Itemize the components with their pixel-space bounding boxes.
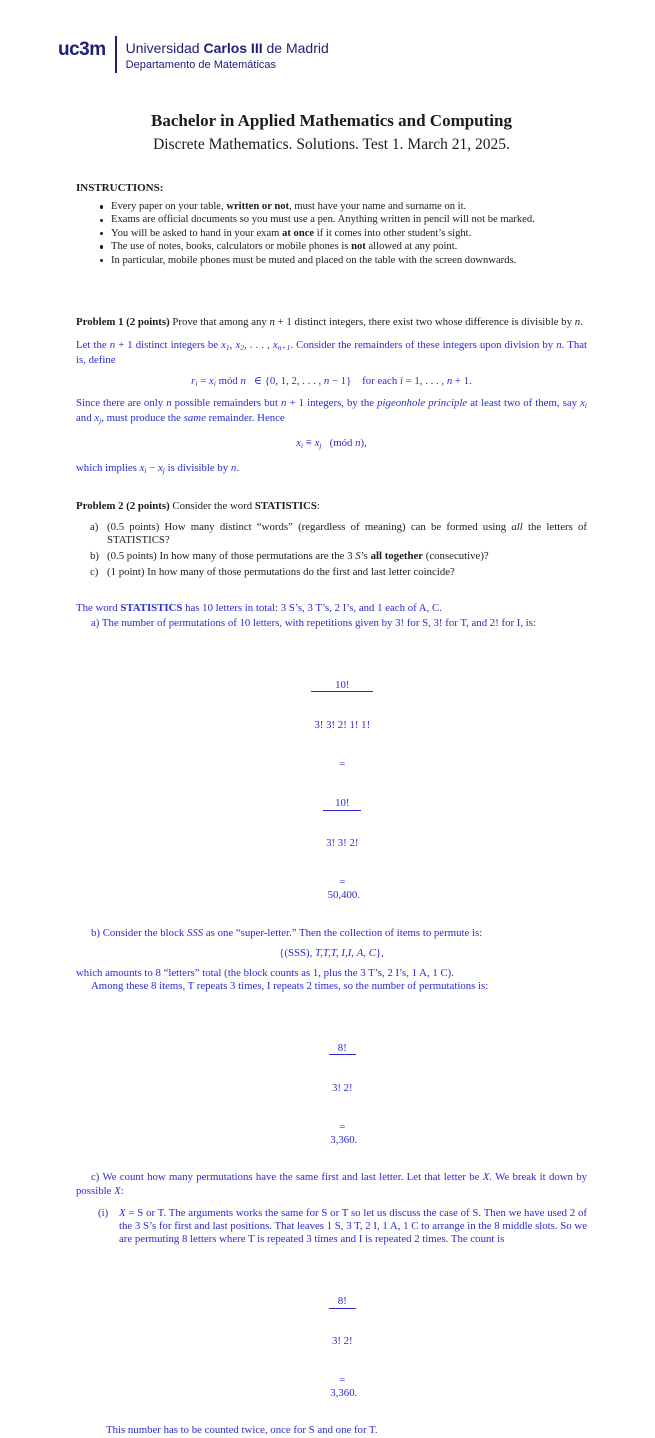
problem-1-section (76, 316, 587, 478)
document-subtitle: Discrete Mathematics. Solutions. Test 1. March 21, 2025. (153, 136, 510, 153)
problem-1-equation-remainders: ri = xi mód n ∈ {0, 1, 2, . . . , n − 1} for each i = 1, . . . , n + 1. (191, 374, 472, 388)
problem-1-equation-congruence: xi ≡ xj (mód n), (296, 437, 367, 451)
problem-2-solution-b-cont-2: Among these 8 items, T repeats 3 times, I repeats 2 times, so the number of permutations is: (91, 980, 489, 993)
problem-2-solution-c: c) We count how many permutations have the same first and last letter. Let that letter be X. We break it down by possible X: (76, 1171, 587, 1197)
fraction-numerator: 8! (329, 1042, 356, 1056)
instruction-item: Every paper on your table, written or not, must have your name and surname on it. (100, 200, 587, 213)
item-label: a) (90, 520, 99, 533)
fraction-denominator: 3! 2! (331, 1334, 353, 1347)
fraction (329, 1016, 356, 1121)
fraction-numerator: 10! (323, 797, 361, 811)
instructions-list (76, 200, 587, 267)
problem-2-statement: Problem 2 (2 points) Consider the word STATISTICS: (76, 499, 320, 512)
item-label: c) (90, 566, 99, 579)
logo-text-block (126, 36, 329, 73)
problem-2-solution-final: This number has to be counted twice, once for S and one for T. (106, 1424, 378, 1437)
problem-2-solution-a: a) The number of permutations of 10 letters, with repetitions given by 3! for S, 3! for T, and 2! for I, is: (91, 616, 536, 629)
uc3m-wordmark: uc3m (58, 39, 106, 60)
instruction-item: In particular, mobile phones must be muted and placed on the table with the screen downwards. (100, 254, 587, 267)
problem-2-solution-intro: The word STATISTICS has 10 letters in total: 3 S’s, 3 T’s, 2 I’s, and 1 each of A, C. (76, 601, 442, 614)
fraction (329, 1269, 356, 1374)
item-label: (i) (98, 1206, 109, 1219)
item-text: X = S or T. The arguments works the same for S or T so let us discuss the case of S. Then we have used 2 of the 3 S’s for first and last positions. That leaves 1 S, 3 T, 2 I, 1 A, 1 C to arrange in the 8 middle slots. So we are permuting 8 letters where T is repeated 3 times and I is repeated 2 times. The count is (119, 1206, 587, 1246)
fraction-denominator: 3! 3! 2! 1! 1! (314, 718, 371, 731)
instruction-item: You will be asked to hand in your exam at once if it comes into other student’s sight. (100, 227, 587, 240)
problem-1-statement: Problem 1 (2 points) Prove that among any n + 1 distinct integers, there exist two whose difference is divisible by n. (76, 316, 583, 329)
equals-sign: = (339, 1120, 346, 1133)
equation-result: 3,360. (330, 1387, 358, 1400)
problem-2-equation-b (76, 1002, 587, 1160)
university-name: Universidad Carlos III de Madrid (125, 40, 329, 56)
problem-2-equation-a (76, 639, 587, 915)
instruction-item: The use of notes, books, calculators or mobile phones is not allowed at any point. (100, 240, 587, 253)
equals-sign: = (339, 757, 346, 770)
item-text: (0.5 points) In how many of those permutations are the 3 S’s all together (consecutive)? (107, 550, 489, 563)
problem-1-solution-para-1: Let the n + 1 distinct integers be x1, x2, . . . , xn+1. Consider the remainders of these integers upon division by n. That is, define (76, 339, 588, 367)
fraction (323, 771, 361, 876)
department-name: Departamento de Matemáticas (125, 59, 277, 71)
instructions-heading: INSTRUCTIONS: (76, 182, 164, 194)
problem-2-item-c (90, 566, 587, 579)
document-title: Bachelor in Applied Mathematics and Computing (151, 111, 512, 130)
problem-2-equation-case-i (76, 1255, 587, 1413)
problem-2-solution-b-cont-1: which amounts to 8 “letters” total (the block counts as 1, plus the 3 T’s, 2 I’s, 1 A, 1 C). (76, 966, 454, 979)
fraction-denominator: 3! 2! (331, 1081, 353, 1094)
item-text: (0.5 points) How many distinct “words” (regardless of meaning) can be formed using all the letters of STATISTICS? (107, 520, 587, 547)
problem-2-set-display: {(SSS), T,T,T, I,I, A, C}, (279, 946, 384, 959)
problem-2-item-b (90, 550, 587, 563)
equals-sign: = (339, 875, 346, 888)
item-label: b) (90, 550, 99, 563)
uc3m-logo (58, 36, 329, 73)
problem-2-section (76, 500, 587, 1438)
problem-2-solution-b: b) Consider the block SSS as one “super-letter.” Then the collection of items to permute is: (91, 926, 483, 939)
instructions-section (76, 182, 587, 267)
item-text: (1 point) In how many of those permutations do the first and last letter coincide? (107, 566, 455, 579)
fraction (311, 652, 373, 757)
fraction-numerator: 10! (311, 679, 373, 693)
instruction-item: Exams are official documents so you must use a pen. Anything written in pencil will not be marked. (100, 213, 587, 226)
equation-result: 3,360. (330, 1133, 358, 1146)
problem-2-item-list (76, 521, 587, 580)
fraction-denominator: 3! 3! 2! (326, 837, 359, 850)
problem-2-item-a (90, 521, 587, 547)
problem-1-solution-para-3: which implies xi − xj is divisible by n. (76, 462, 240, 476)
problem-1-solution-para-2: Since there are only n possible remainders but n + 1 integers, by the pigeonhole principle at least two of them, say xi and xj, must produce the same remainder. Hence (76, 396, 587, 426)
equals-sign: = (339, 1373, 346, 1386)
fraction-numerator: 8! (329, 1295, 356, 1309)
problem-2-case-i (98, 1207, 587, 1247)
equation-result: 50,400. (327, 889, 360, 902)
logo-divider (115, 36, 117, 73)
